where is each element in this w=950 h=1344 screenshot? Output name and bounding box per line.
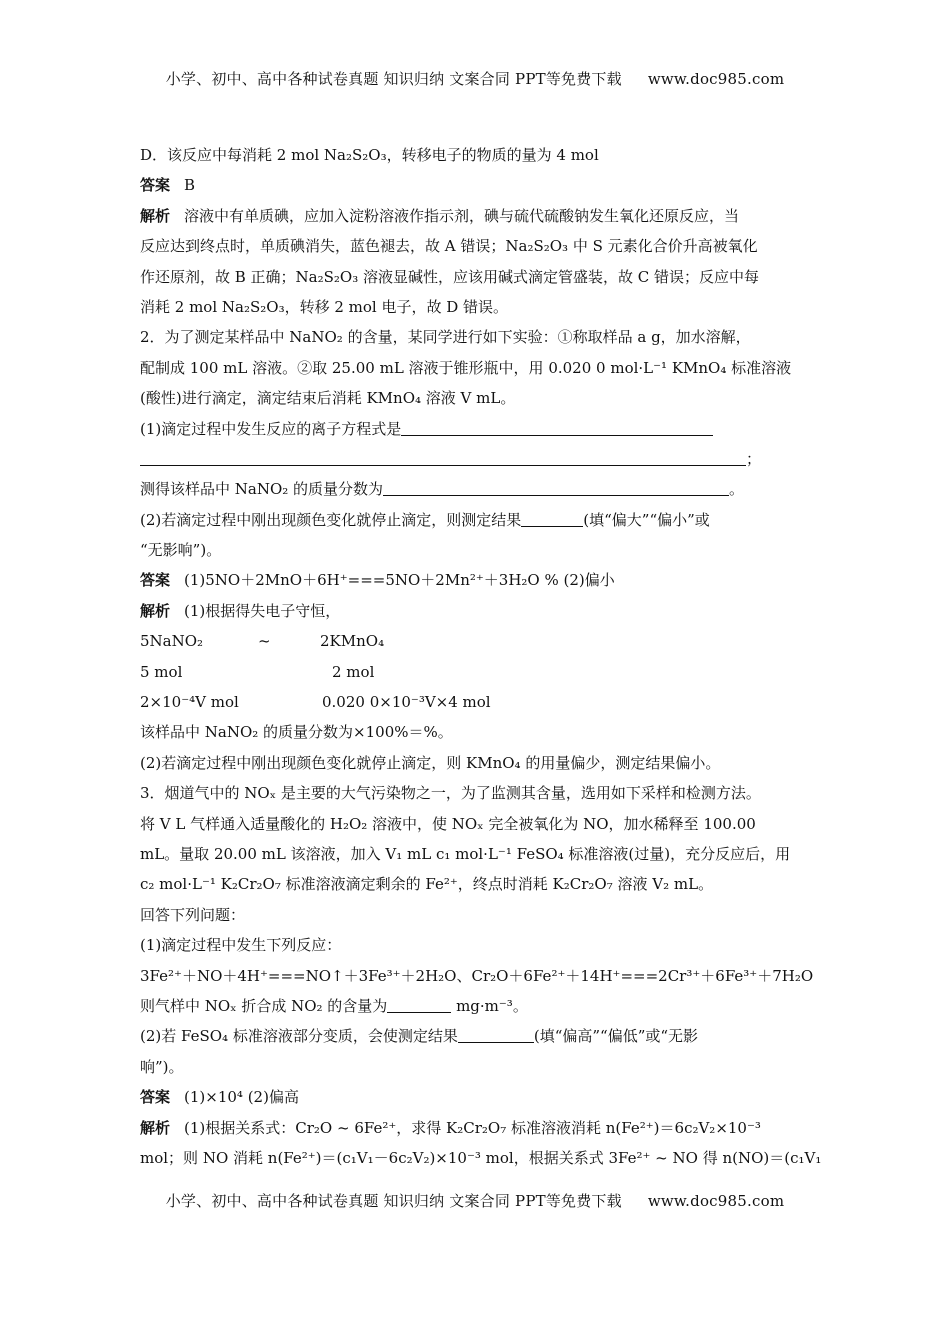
relation-row-3 — [140, 687, 812, 717]
relation-left: 5 mol — [140, 662, 183, 681]
analysis-1-line4: 消耗 2 mol Na₂S₂O₃，转移 2 mol 电子，故 D 错误。 — [140, 297, 509, 316]
analysis-label: 解析 — [140, 601, 171, 620]
question-3-prompt: 回答下列问题： — [140, 905, 246, 924]
part2-text: (2)若 FeSO₄ 标准溶液部分变质，会使测定结果 — [140, 1027, 458, 1046]
answer-label: 答案 — [140, 176, 171, 195]
answer-label: 答案 — [140, 1088, 171, 1107]
analysis-3-line2: mol；则 NO 消耗 n(Fe²⁺)＝(c₁V₁－6c₂V₂)×10⁻³ mol，根据关系式 3Fe²⁺ ~ NO 得 n(NO)＝(c₁V₁ — [140, 1148, 822, 1167]
question-2-part1-cont — [140, 444, 812, 474]
part1-text: (1)滴定过程中发生反应的离子方程式是 — [140, 419, 402, 438]
question-2-line1: 2．为了测定某样品中 NaNO₂ 的含量，某同学进行如下实验：①称取样品 a g，加水溶解， — [140, 328, 751, 347]
analysis-label: 解析 — [140, 206, 171, 225]
part2-options: (填“偏大”“偏小”或 — [583, 510, 710, 529]
option-d-text: D．该反应中每消耗 2 mol Na₂S₂O₃，转移电子的物质的量为 4 mol — [140, 146, 599, 164]
answer-text: (1)5NO＋2MnO＋6H⁺===5NO＋2Mn²⁺＋3H₂O % (2)偏小 — [184, 571, 615, 590]
question-3-line4: c₂ mol·L⁻¹ K₂Cr₂O₇ 标准溶液滴定剩余的 Fe²⁺，终点时消耗 K₂Cr₂O₇ 溶液 V₂ mL。 — [140, 875, 714, 894]
document-body — [140, 140, 822, 1173]
question-3-line1: 3．烟道气中的 NOₓ 是主要的大气污染物之一，为了监测其含量，选用如下采样和检测方法。 — [140, 784, 761, 803]
question-3-equations: 3Fe²⁺＋NO＋4H⁺===NO↑＋3Fe³⁺＋2H₂O、Cr₂O＋6Fe²⁺＋14H⁺===2Cr³⁺＋6Fe³⁺＋7H₂O — [140, 966, 814, 985]
answer-1 — [140, 170, 812, 200]
analysis-label: 解析 — [140, 1118, 171, 1137]
answer-blank[interactable] — [458, 1024, 534, 1043]
relation-row-2 — [140, 657, 812, 687]
option-d — [140, 140, 812, 170]
question-3-line2: 将 V L 气样通入适量酸化的 H₂O₂ 溶液中，使 NOₓ 完全被氧化为 NO，加水稀释至 100.00 — [140, 814, 756, 833]
question-2-part2 — [140, 505, 812, 535]
part1-ask-text: 则气样中 NOₓ 折合成 NO₂ 的含量为 — [140, 996, 388, 1015]
question-2-part2-cont: “无影响”)。 — [140, 541, 222, 560]
question-3-part2-cont: 响”)。 — [140, 1057, 184, 1076]
analysis-3-line1 — [140, 1113, 812, 1143]
question-2-part1 — [140, 414, 812, 444]
relation-left: 5NaNO₂ — [140, 632, 204, 651]
answer-blank[interactable] — [521, 508, 583, 527]
answer-3 — [140, 1082, 812, 1112]
part2-text: (2)若滴定过程中刚出现颜色变化就停止滴定，则测定结果 — [140, 510, 522, 529]
page-header — [0, 68, 950, 89]
answer-text: (1)×10⁴ (2)偏高 — [184, 1088, 299, 1107]
answer-blank[interactable] — [140, 447, 746, 466]
analysis-1-line2: 反应达到终点时，单质碘消失，蓝色褪去，故 A 错误；Na₂S₂O₃ 中 S 元素化合价升高被氧化 — [140, 237, 758, 256]
question-2-line2: 配制成 100 mL 溶液。②取 25.00 mL 溶液于锥形瓶中，用 0.020 0 mol·L⁻¹ KMnO₄ 标准溶液 — [140, 358, 792, 377]
analysis-text: 溶液中有单质碘，应加入淀粉溶液作指示剂，碘与硫代硫酸钠发生氧化还原反应，当 — [184, 206, 740, 225]
relation-row-1 — [140, 626, 812, 656]
header-site-link[interactable]: www.doc985.com — [647, 70, 785, 88]
relation-right: 2KMnO₄ — [320, 632, 385, 651]
analysis-2-result: 该样品中 NaNO₂ 的质量分数为×100%＝%。 — [140, 723, 453, 742]
question-3-part1: (1)滴定过程中发生下列反应： — [140, 936, 342, 955]
analysis-2-line1 — [140, 596, 812, 626]
page-footer — [0, 1190, 950, 1211]
question-3-line3: mL。量取 20.00 mL 该溶液，加入 V₁ mL c₁ mol·L⁻¹ FeSO₄ 标准溶液(过量)，充分反应后，用 — [140, 844, 791, 863]
footer-site-link[interactable]: www.doc985.com — [647, 1192, 785, 1210]
analysis-text: (1)根据得失电子守恒， — [184, 601, 341, 620]
answer-text: B — [184, 176, 196, 195]
footer-text: 小学、初中、高中各种试卷真题 知识归纳 文案合同 PPT等免费下载 — [165, 1192, 622, 1210]
relation-right: 0.020 0×10⁻³V×4 mol — [322, 693, 491, 712]
analysis-1-line3: 作还原剂，故 B 正确；Na₂S₂O₃ 溶液显碱性，应该用碱式滴定管盛装，故 C 错误；反应中每 — [140, 267, 760, 286]
part2-options: (填“偏高”“偏低”或“无影 — [533, 1027, 699, 1046]
question-2-line3: (酸性)进行滴定，滴定结束后消耗 KMnO₄ 溶液 V mL。 — [140, 389, 516, 408]
relation-left: 2×10⁻⁴V mol — [140, 693, 239, 712]
line-end: ； — [746, 449, 762, 468]
answer-label: 答案 — [140, 571, 171, 590]
unit-text: mg·m⁻³。 — [451, 996, 528, 1015]
relation-tilde: ~ — [258, 632, 271, 651]
answer-blank[interactable] — [401, 417, 713, 436]
analysis-text: (1)根据关系式：Cr₂O ~ 6Fe²⁺，求得 K₂Cr₂O₇ 标准溶液消耗 n(Fe²⁺)＝6c₂V₂×10⁻³ — [184, 1118, 761, 1137]
relation-right: 2 mol — [332, 662, 375, 681]
question-3-part2 — [140, 1021, 812, 1051]
mass-fraction-text: 测得该样品中 NaNO₂ 的质量分数为 — [140, 480, 384, 499]
line-end: 。 — [729, 480, 745, 499]
analysis-2-part2: (2)若滴定过程中刚出现颜色变化就停止滴定，则 KMnO₄ 的用量偏少，测定结果偏小。 — [140, 753, 721, 772]
analysis-1-line1 — [140, 201, 812, 231]
answer-2 — [140, 565, 812, 595]
header-text: 小学、初中、高中各种试卷真题 知识归纳 文案合同 PPT等免费下载 — [165, 70, 622, 88]
question-2-mass-fraction — [140, 474, 812, 504]
question-3-part1-ask — [140, 991, 812, 1021]
answer-blank[interactable] — [387, 994, 451, 1013]
answer-blank[interactable] — [383, 477, 729, 496]
